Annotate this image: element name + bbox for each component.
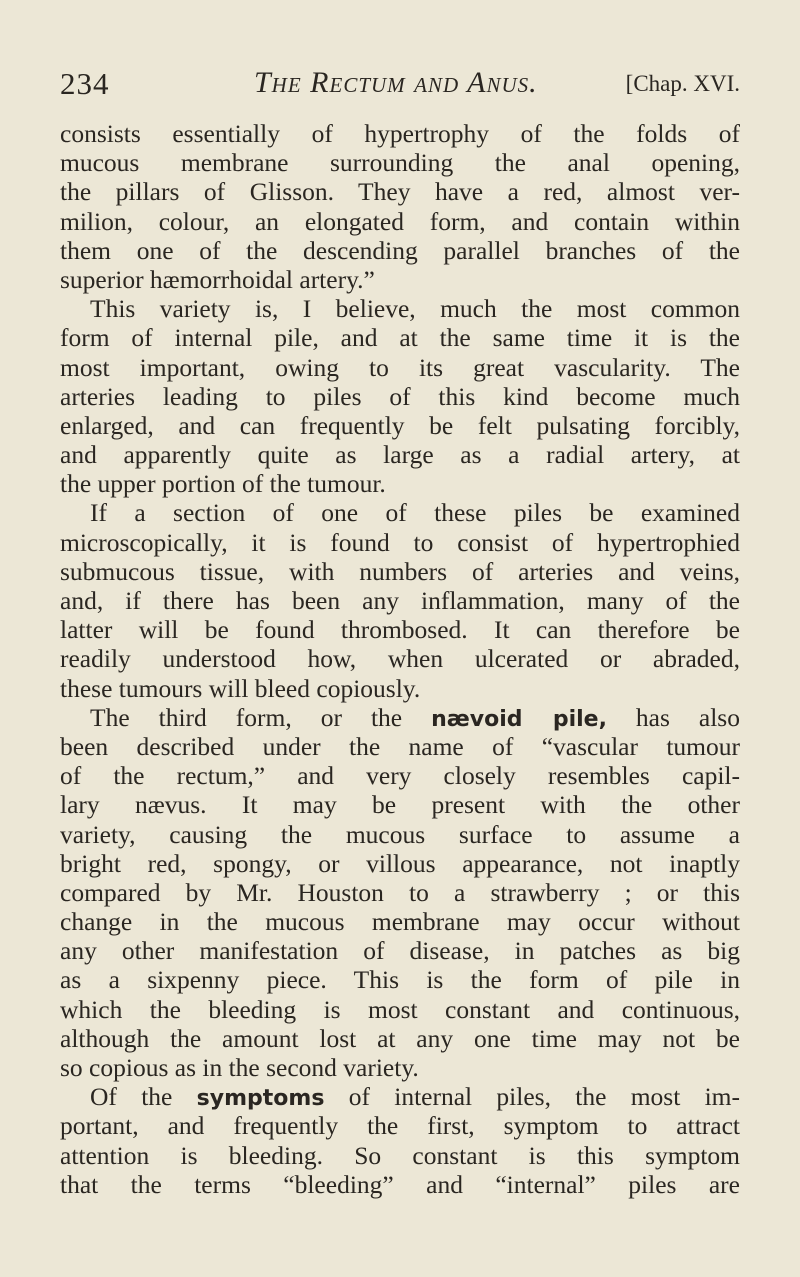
text-line: readily understood how, when ulcerated or abraded, — [60, 644, 740, 674]
text-run: Of the — [90, 1082, 197, 1112]
text-line: superior hæmorrhoidal artery.” — [60, 264, 375, 294]
text-line: that the terms “bleeding” and “internal” piles are — [60, 1169, 740, 1199]
text-line: as a sixpenny piece. This is the form of pile in — [60, 965, 740, 995]
text-line: This variety is, I believe, much the most common — [90, 294, 740, 324]
text-line: so copious as in the second variety. — [60, 1053, 419, 1082]
text-line: arteries leading to piles of this kind become much — [60, 381, 740, 411]
text-line: which the bleeding is most constant and continuous, — [60, 994, 740, 1024]
text-line: change in the mucous membrane may occur without — [60, 907, 740, 937]
page-number: 234 — [60, 66, 110, 101]
body-text — [60, 119, 740, 1199]
text-line: form of internal pile, and at the same time it is the — [60, 323, 740, 353]
text-line: enlarged, and can frequently be felt pulsating forcibly, — [60, 410, 740, 440]
text-line: variety, causing the mucous surface to assume a — [60, 819, 740, 849]
chapter-label: [Chap. XVI. — [625, 71, 740, 96]
text-line: these tumours will bleed copiously. — [60, 673, 421, 703]
text-line: the pillars of Glisson. They have a red, almost ver- — [60, 177, 740, 207]
text-line: although the amount lost at any one time may not be — [60, 1023, 740, 1053]
text-line: most important, owing to its great vascularity. The — [60, 352, 740, 382]
text-line: If a section of one of these piles be examined — [90, 498, 740, 528]
text-line: milion, colour, an elongated form, and contain within — [60, 206, 740, 236]
bold-term: nævoid pile, — [431, 706, 607, 732]
running-header — [60, 66, 740, 106]
text-line: been described under the name of “vascular tumour — [60, 731, 740, 761]
text-line: and apparently quite as large as a radial artery, at — [60, 440, 740, 470]
text-line: and, if there has been any inflammation, many of the — [60, 586, 740, 615]
text-run: of internal piles, the most im- — [324, 1082, 740, 1112]
text-line: them one of the descending parallel branches of the — [60, 235, 740, 265]
text-line: mucous membrane surrounding the anal opening, — [60, 148, 740, 178]
text-line: any other manifestation of disease, in patches as big — [60, 936, 740, 966]
text-line: submucous tissue, with numbers of arteries and veins, — [60, 556, 740, 586]
text-line: latter will be found thrombosed. It can therefore be — [60, 615, 740, 645]
text-line: bright red, spongy, or villous appearance, not inaptly — [60, 848, 740, 878]
text-line — [60, 703, 740, 732]
running-title: The Rectum and Anus. — [254, 66, 538, 99]
text-line: of the rectum,” and very closely resembles capil- — [60, 761, 740, 791]
text-line — [60, 1082, 740, 1111]
text-run: The third form, or the — [90, 702, 432, 732]
text-run: has also — [606, 702, 740, 732]
text-line: microscopically, it is found to consist of hypertrophied — [60, 527, 740, 557]
text-line: lary nævus. It may be present with the other — [60, 790, 740, 820]
text-line: consists essentially of hypertrophy of the folds of — [60, 119, 740, 148]
text-line: portant, and frequently the first, symptom to attract — [60, 1111, 740, 1141]
text-line: attention is bleeding. So constant is this symptom — [60, 1140, 740, 1170]
text-line: compared by Mr. Houston to a strawberry ; or this — [60, 877, 740, 907]
bold-term: symptoms — [196, 1086, 325, 1112]
text-line: the upper portion of the tumour. — [60, 469, 386, 499]
